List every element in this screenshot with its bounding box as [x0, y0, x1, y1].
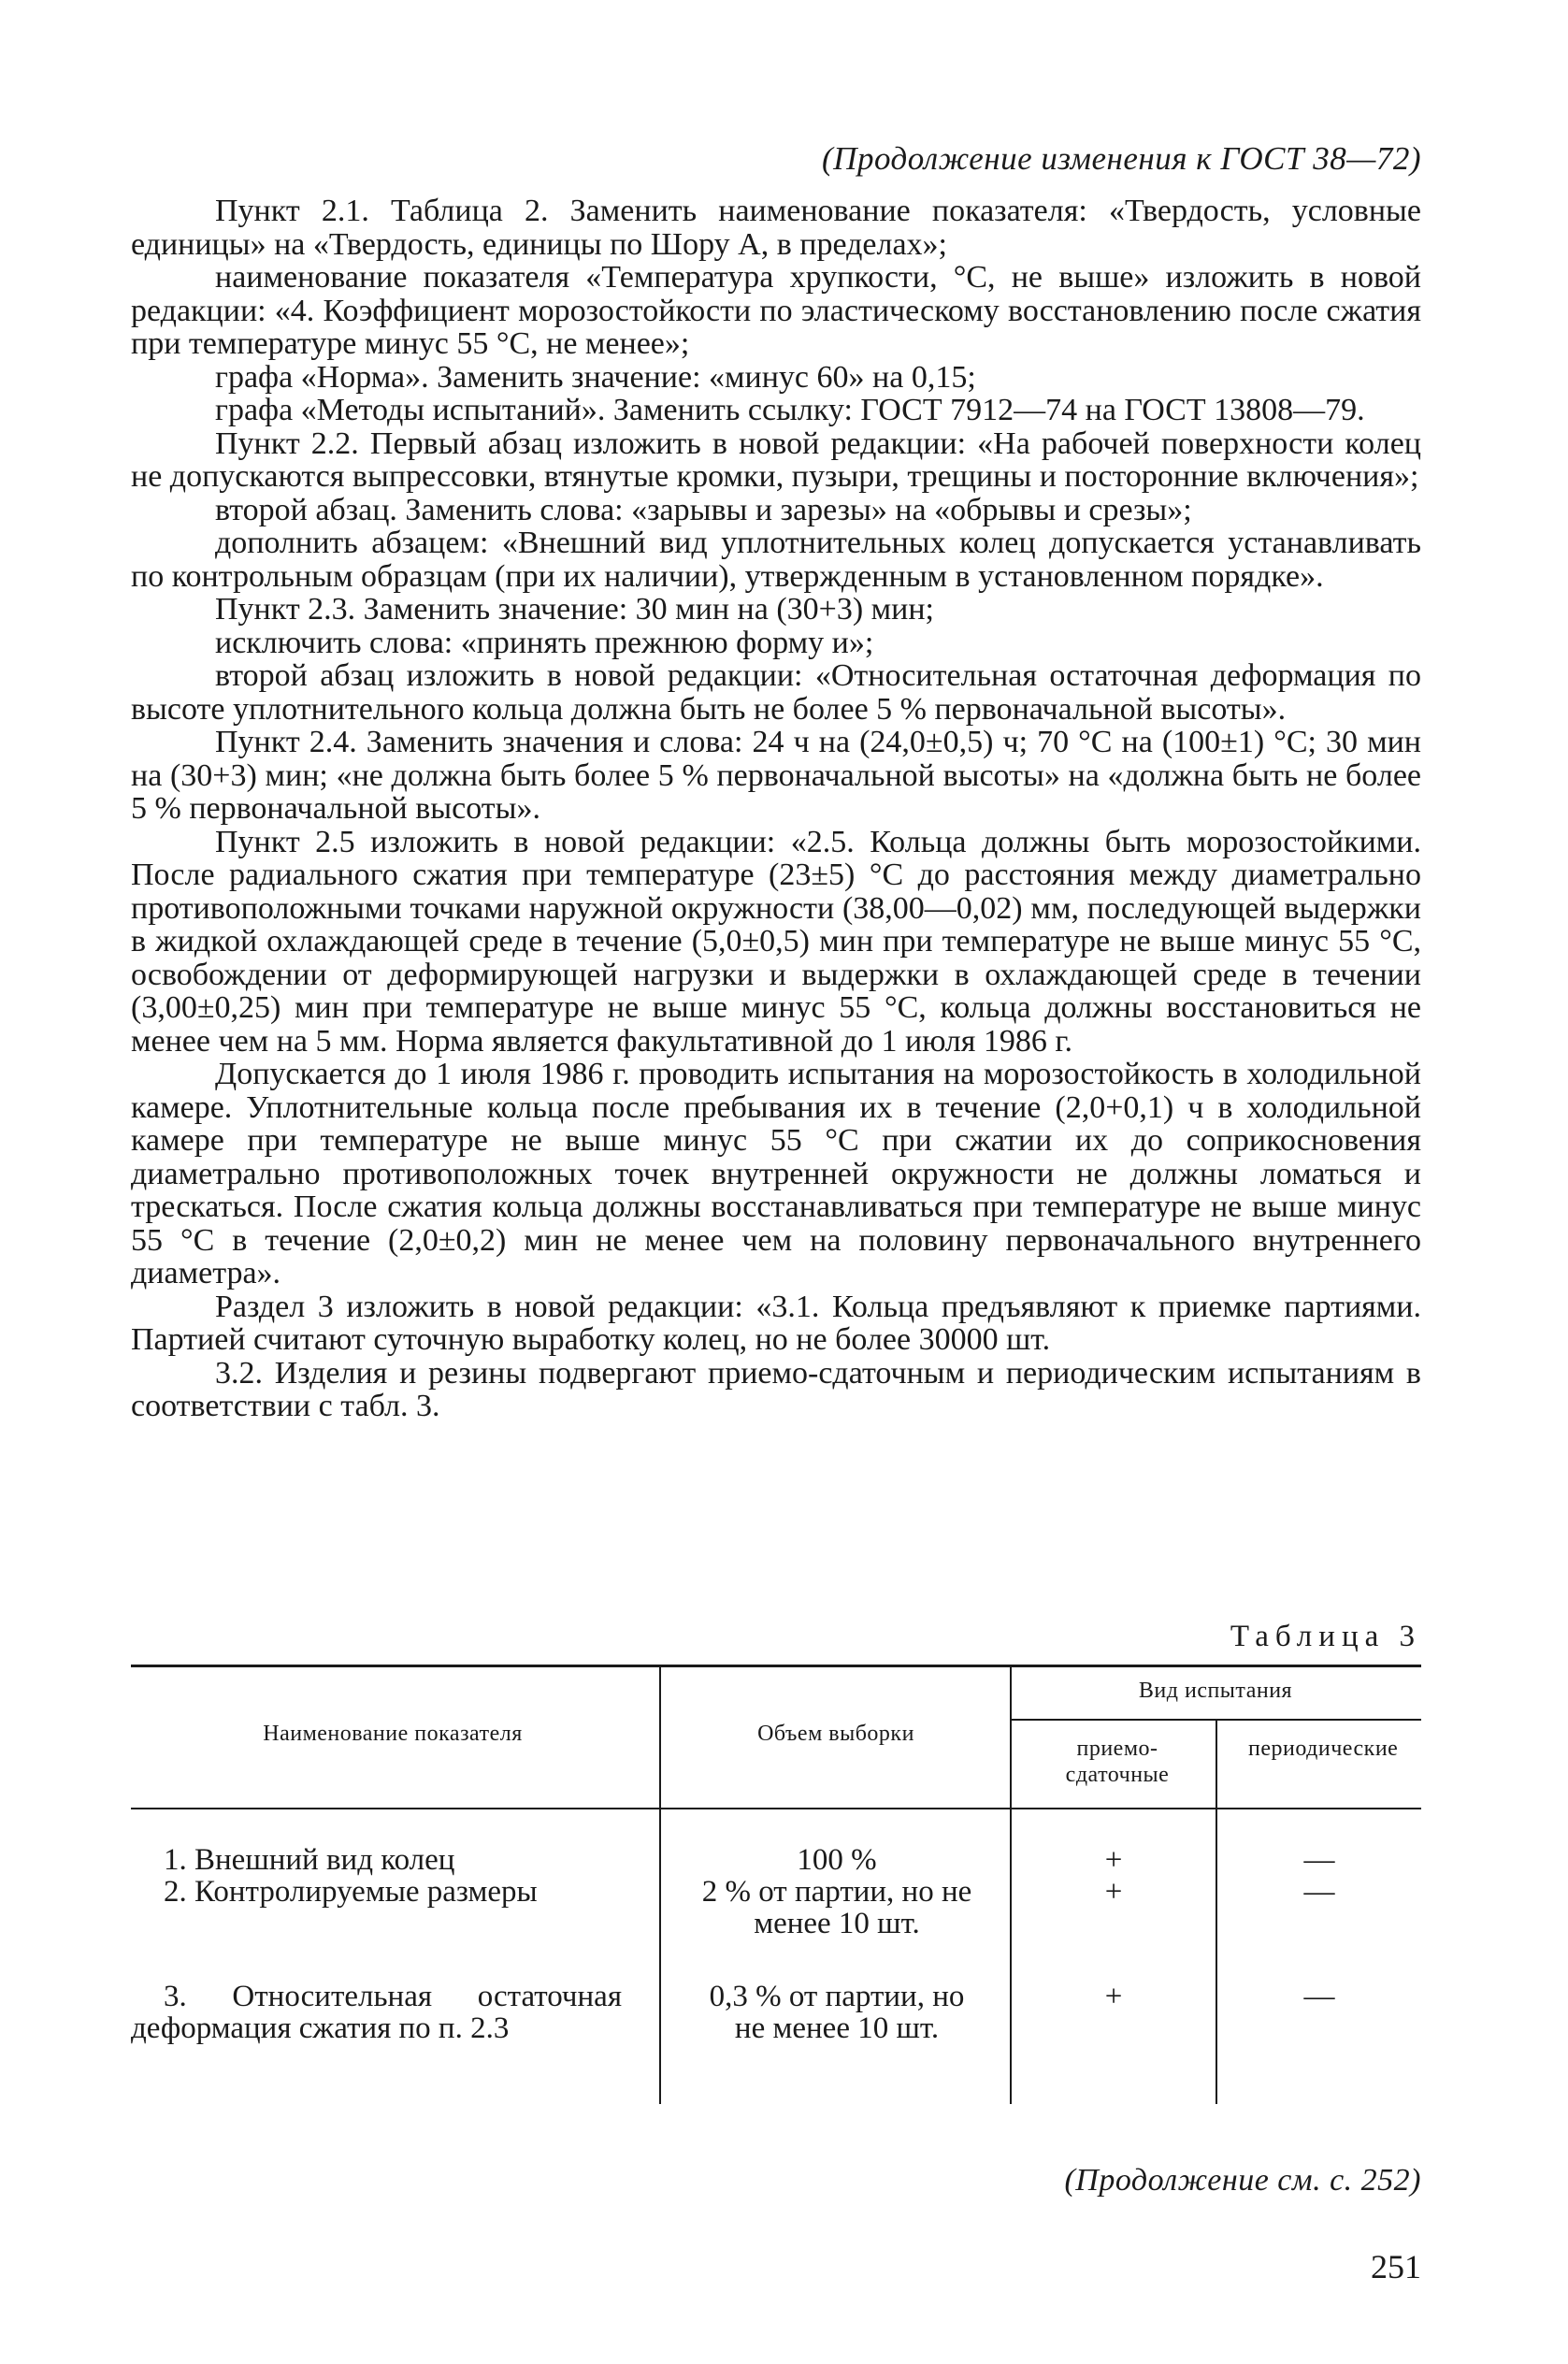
paragraph: Раздел 3 изложить в новой редакции: «3.1. Кольца предъявляют к приемке партиями. Партией считают суточную выработку колец, но не более 30000 шт. — [131, 1289, 1421, 1357]
header-test-type: Вид испытания — [1138, 1679, 1293, 1703]
table-row-name: 2. Контролируемые размеры — [164, 1875, 538, 1909]
paragraph: Допускается до 1 июля 1986 г. проводить испытания на морозостойкость в холодильной камере. Уплотнительные кольца после пребывания их в течение (2,0+0,1) ч в холодильной камере при температуре не выше минус 55 °С при сжатии их до соприкосновения диаметрально противоположных точек внутренней окружности не должны ломаться и трескаться. После сжатия кольца должны восстанавливаться при температуре не выше минус 55 °С в течение (2,0±0,2) мин не менее чем на половину первоначального внутреннего диаметра». — [131, 1057, 1421, 1290]
paragraph: Пункт 2.5 изложить в новой редакции: «2.5. Кольца должны быть морозостойкими. После радиального сжатия при температуре (23±5) °С до расстояния между диаметрально противоположными точками наружной окружности (38,00—0,02) мм, последующей выдержки в жидкой охлаждающей среде в течение (5,0±0,5) мин при температуре не выше минус 55 °С, освобождении от деформирующей нагрузки и выдержки в охлаждающей среде в течении (3,00±0,25) мин при температуре не выше минус 55 °С, кольца должны восстановиться не менее чем на 5 мм. Норма является факультативной до 1 июля 1986 г. — [131, 824, 1421, 1059]
table-divider — [1010, 1665, 1012, 2104]
table-header-rule — [131, 1808, 1421, 1809]
table-row-sample: 100 % — [797, 1843, 877, 1877]
table-divider — [659, 1665, 661, 2104]
table-divider — [1216, 1719, 1217, 2104]
paragraph: Пункт 2.4. Заменить значения и слова: 24 ч на (24,0±0,5) ч; 70 °С на (100±1) °С; 30 мин на (30+3) мин; «не должна быть более 5 % первоначальной высоты» на «должна быть не более 5 % первоначальной высоты». — [131, 725, 1421, 826]
header-name: Наименование показателя — [263, 1722, 523, 1746]
page-number: 251 — [1371, 2248, 1421, 2285]
paragraph: второй абзац. Заменить слова: «зарывы и зарезы» на «обрывы и срезы»; — [215, 492, 1192, 527]
table-row-acceptance: + — [1104, 1980, 1123, 2013]
paragraph: дополнить абзацем: «Внешний вид уплотнительных колец допускается устанавливать по контрольным образцам (при их наличии), утвержденным в установленном порядке». — [131, 526, 1421, 594]
table-row-periodic: — — [1303, 1843, 1335, 1877]
paragraph: второй абзац изложить в новой редакции: «Относительная остаточная деформация по высоте уплотнительного кольца должна быть не более 5 % первоначальной высоты». — [131, 658, 1421, 727]
continuation-header: (Продолжение изменения к ГОСТ 38—72) — [822, 140, 1421, 177]
table-3 — [131, 1665, 1421, 2123]
header-sample: Объем выборки — [757, 1722, 914, 1746]
continuation-footer: (Продолжение см. с. 252) — [1064, 2163, 1421, 2198]
paragraph: наименование показателя «Температура хрупкости, °С, не выше» изложить в новой редакции: «4. Коэффициент морозостойкости по эластическому восстановлению после сжатия при температуре минус 55 °С, не менее»; — [131, 260, 1421, 361]
paragraph: Пункт 2.1. Таблица 2. Заменить наименование показателя: «Твердость, условные единицы» на «Твердость, единицы по Шору А, в пределах»; — [131, 194, 1421, 262]
header-acceptance: приемо-сдаточные — [1065, 1737, 1170, 1787]
table-row-acceptance: + — [1104, 1843, 1123, 1877]
table-row-sample: 2 % от партии, но не менее 10 шт. — [701, 1875, 972, 1940]
body-text — [131, 195, 1421, 1423]
paragraph: исключить слова: «принять прежнюю форму и»; — [215, 625, 874, 660]
paragraph: графа «Методы испытаний». Заменить ссылку: ГОСТ 7912—74 на ГОСТ 13808—79. — [215, 393, 1365, 427]
table-row-sample: 0,3 % от партии, но не менее 10 шт. — [709, 1980, 965, 2045]
table-subheader-rule — [1010, 1719, 1421, 1721]
table-row-name: 1. Внешний вид колец — [164, 1843, 455, 1877]
paragraph: 3.2. Изделия и резины подвергают приемо-сдаточным и периодическим испытаниям в соответствии с табл. 3. — [131, 1355, 1421, 1423]
paragraph: Пункт 2.2. Первый абзац изложить в новой редакции: «На рабочей поверхности колец не допускаются выпрессовки, втянутые кромки, пузыри, трещины и посторонние включения»; — [131, 425, 1421, 494]
table-row-periodic: — — [1303, 1980, 1335, 2013]
table-row-periodic: — — [1303, 1875, 1335, 1909]
table-row-acceptance: + — [1104, 1875, 1123, 1909]
paragraph: графа «Норма». Заменить значение: «минус 60» на 0,15; — [215, 359, 976, 395]
paragraph: Пункт 2.3. Заменить значение: 30 мин на (30+3) мин; — [215, 592, 935, 627]
table-top-rule — [131, 1665, 1421, 1667]
table-caption: Таблица 3 — [1230, 1620, 1421, 1653]
table-row-name: 3. Относительная остаточная деформация сжатия по п. 2.3 — [131, 1980, 622, 2045]
header-periodic: периодические — [1248, 1737, 1399, 1761]
